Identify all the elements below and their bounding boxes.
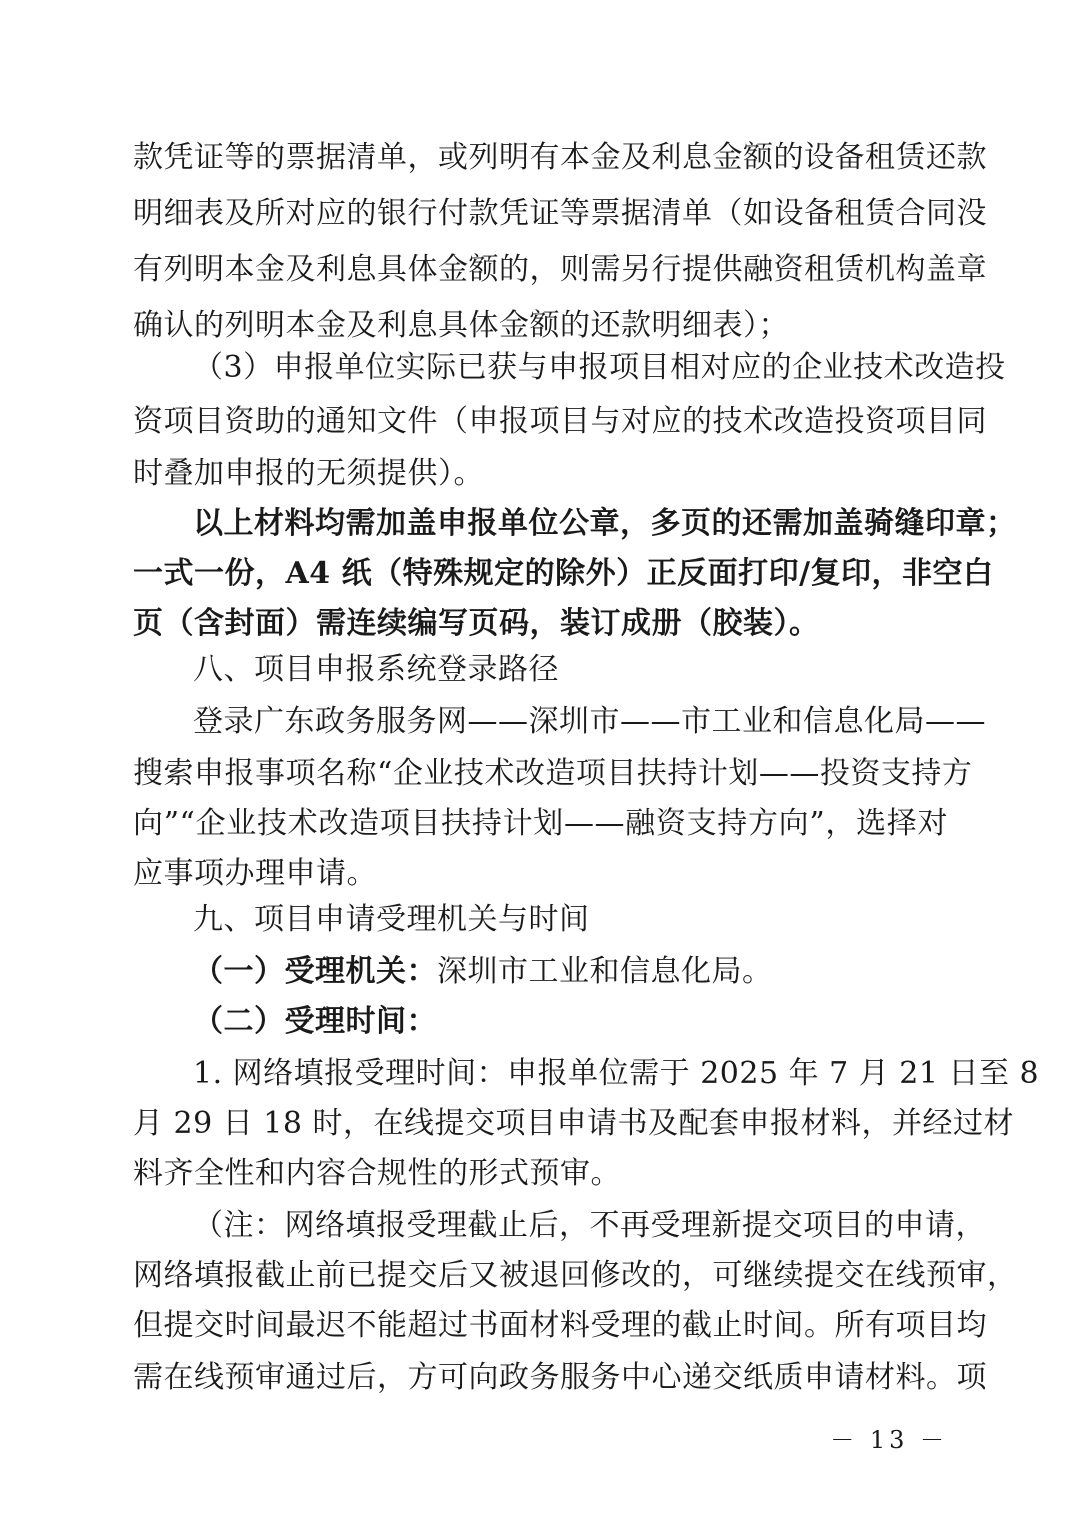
paragraph-line: 搜索申报事项名称“企业技术改造项目扶持计划——投资支持方	[133, 756, 973, 791]
subsection-heading: （二）受理时间：	[193, 1004, 437, 1039]
paragraph-line: 登录广东政务服务网——深圳市——市工业和信息化局——	[193, 704, 986, 739]
agency-label: （一）受理机关：	[193, 954, 437, 989]
paragraph-line: 向”“企业技术改造项目扶持计划——融资支持方向”，选择对	[133, 806, 948, 841]
paragraph-line: 网络填报截止前已提交后又被退回修改的，可继续提交在线预审，	[133, 1258, 1018, 1293]
paragraph-line: （注：网络填报受理截止后，不再受理新提交项目的申请，	[193, 1208, 986, 1243]
paragraph-line: 应事项办理申请。	[133, 856, 377, 891]
page-number: － 13 －	[830, 1426, 948, 1454]
paragraph-line: 有列明本金及利息具体金额的，则需另行提供融资租赁机构盖章	[133, 252, 987, 287]
paragraph-line: 明细表及所对应的银行付款凭证等票据清单（如设备租赁合同没	[133, 196, 987, 231]
paragraph-line: 确认的列明本金及利息具体金额的还款明细表）；	[133, 308, 789, 343]
paragraph-line: 1. 网络填报受理时间：申报单位需于 2025 年 7 月 21 日至 8	[193, 1056, 1040, 1091]
agency-line	[193, 944, 948, 1000]
bold-paragraph-line: 页（含封面）需连续编写页码，装订成册（胶装）。	[133, 606, 820, 641]
section-heading: 九、项目申请受理机关与时间	[193, 902, 590, 937]
bold-paragraph-line: 以上材料均需加盖申报单位公章，多页的还需加盖骑缝印章；	[193, 506, 1017, 541]
bold-paragraph-line: 一式一份，A4 纸（特殊规定的除外）正反面打印/复印，非空白	[133, 556, 994, 591]
paragraph-line: 资项目资助的通知文件（申报项目与对应的技术改造投资项目同	[133, 404, 987, 439]
paragraph-line: 但提交时间最迟不能超过书面材料受理的截止时间。所有项目均	[133, 1308, 987, 1343]
paragraph-line: 月 29 日 18 时，在线提交项目申请书及配套申报材料，并经过材	[133, 1106, 1014, 1141]
section-heading: 八、项目申报系统登录路径	[193, 652, 559, 687]
paragraph-line: 款凭证等的票据清单，或列明有本金及利息金额的设备租赁还款	[133, 140, 987, 175]
paragraph-line: 需在线预审通过后，方可向政务服务中心递交纸质申请材料。项	[133, 1360, 987, 1395]
agency-value: 深圳市工业和信息化局。	[437, 954, 773, 989]
paragraph-line: 料齐全性和内容合规性的形式预审。	[133, 1156, 621, 1191]
paragraph-line: 时叠加申报的无须提供）。	[133, 456, 484, 491]
paragraph-line: （3）申报单位实际已获与申报项目相对应的企业技术改造投	[193, 350, 1006, 385]
